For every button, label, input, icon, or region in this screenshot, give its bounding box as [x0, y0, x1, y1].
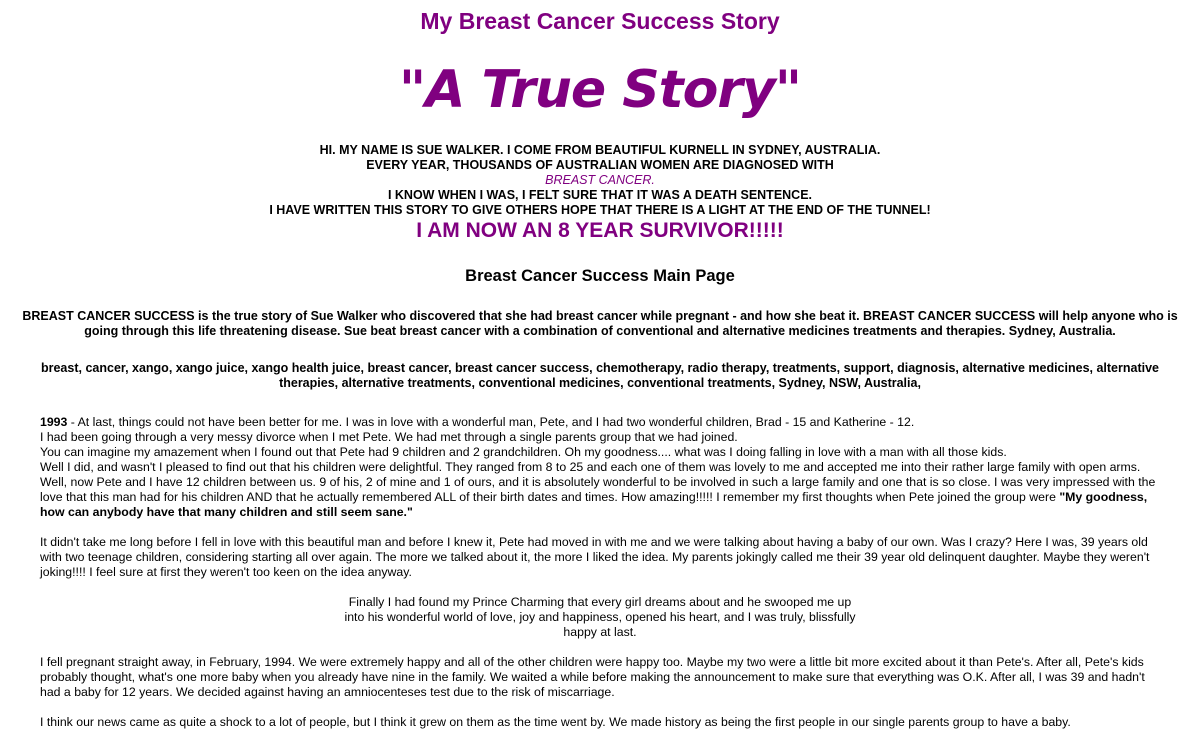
story-body [40, 415, 1160, 730]
story-line: I had been going through a very messy divorce when I met Pete. We had met through a single parents group that we had joined. [40, 430, 738, 444]
story-text: - At last, things could not have been better for me. I was in love with a wonderful man, Pete, and I had two wonderful children, Brad - 15 and Katherine - 12. [67, 415, 915, 429]
story-year: 1993 [40, 415, 68, 429]
page-title: "A True Story" [399, 60, 801, 120]
story-quote: "My goodness, how can anybody have that many children and still seem sane." [40, 490, 1148, 519]
survivor-banner: I AM NOW AN 8 YEAR SURVIVOR!!!!! [416, 219, 784, 242]
intro-line: I HAVE WRITTEN THIS STORY TO GIVE OTHERS HOPE THAT THERE IS A LIGHT AT THE END OF THE TUNNEL! [269, 203, 931, 217]
story-paragraph: It didn't take me long before I fell in love with this beautiful man and before I knew it, Pete had moved in with me and we were talking about having a baby of our own. Was I crazy? Here I was, 39 years old with two teenage children, considering starting all over again. The more we talked about it, the more I liked the idea. My parents jokingly called me their 39 year old delinquent daughter. Maybe they weren't joking!!!! I feel sure at first they weren't too keen on the idea anyway. [40, 535, 1150, 579]
site-title: My Breast Cancer Success Story [420, 8, 780, 34]
intro-line: HI. MY NAME IS SUE WALKER. I COME FROM BEAUTIFUL KURNELL IN SYDNEY, AUSTRALIA. [319, 143, 881, 157]
keywords-text: breast, cancer, xango, xango juice, xango health juice, breast cancer, breast cancer success, chemotherapy, radio therapy, treatments, support, diagnosis, alternative medicines, alternative therapies, alternative treatments, conventional medicines, conventional treatments, Sydney, NSW, Australia, [40, 361, 1159, 390]
story-poem [40, 595, 1160, 640]
intro-line: I KNOW WHEN I WAS, I FELT SURE THAT IT WAS A DEATH SENTENCE. [387, 188, 813, 202]
story-paragraph [40, 415, 1160, 430]
site-description: BREAST CANCER SUCCESS is the true story of Sue Walker who discovered that she had breast cancer while pregnant - and how she beat it. BREAST CANCER SUCCESS will help anyone who is going through this life threatening disease. Sue beat breast cancer with a combination of conventional and alternative medicines treatments and therapies. Sydney, Australia. [22, 309, 1178, 338]
poem-line: Finally I had found my Prince Charming that every girl dreams about and he swooped me up [348, 595, 852, 609]
story-text: Well I did, and wasn't I pleased to find out that his children were delightful. They ranged from 8 to 25 and each one of them was lovely to me and accepted me into their rather large family with open arms. Well, now Pete and I have 12 children between us. 9 of his, 2 of mine and 1 of ours, and it is absolutely wonderful to be involved in such a large family and one that is so close. I was very impressed with the love that this man had for his children AND that he actually remembered ALL of their birth dates and times. How amazing!!!!! I remember my first thoughts when Pete joined the group were [40, 460, 1156, 504]
main-page-heading: Breast Cancer Success Main Page [465, 267, 735, 285]
story-line: You can imagine my amazement when I found out that Pete had 9 children and 2 grandchildren. Oh my goodness.... what was I doing falling in love with a man with all those kids. [40, 445, 1007, 459]
intro-line: EVERY YEAR, THOUSANDS OF AUSTRALIAN WOMEN ARE DIAGNOSED WITH [366, 158, 834, 172]
intro-highlight: BREAST CANCER. [545, 173, 655, 187]
poem-line: into his wonderful world of love, joy and happiness, opened his heart, and I was truly, blissfully [344, 610, 856, 624]
poem-line: happy at last. [563, 625, 637, 639]
story-paragraph [40, 460, 1160, 520]
intro-block [0, 143, 1200, 218]
story-paragraph: I fell pregnant straight away, in February, 1994. We were extremely happy and all of the other children were happy too. Maybe my two were a little bit more excited about it than Pete's. After all, Pete's kids probably thought, what's one more baby when you already have nine in the family. We waited a while before making the announcement to make sure that everything was O.K. After all, I was 39 and hadn't had a baby for 12 years. We decided against having an amniocenteses test due to the risk of miscarriage. [40, 655, 1145, 699]
story-paragraph: I think our news came as quite a shock to a lot of people, but I think it grew on them as the time went by. We made history as being the first people in our single parents group to have a baby. [40, 715, 1071, 729]
